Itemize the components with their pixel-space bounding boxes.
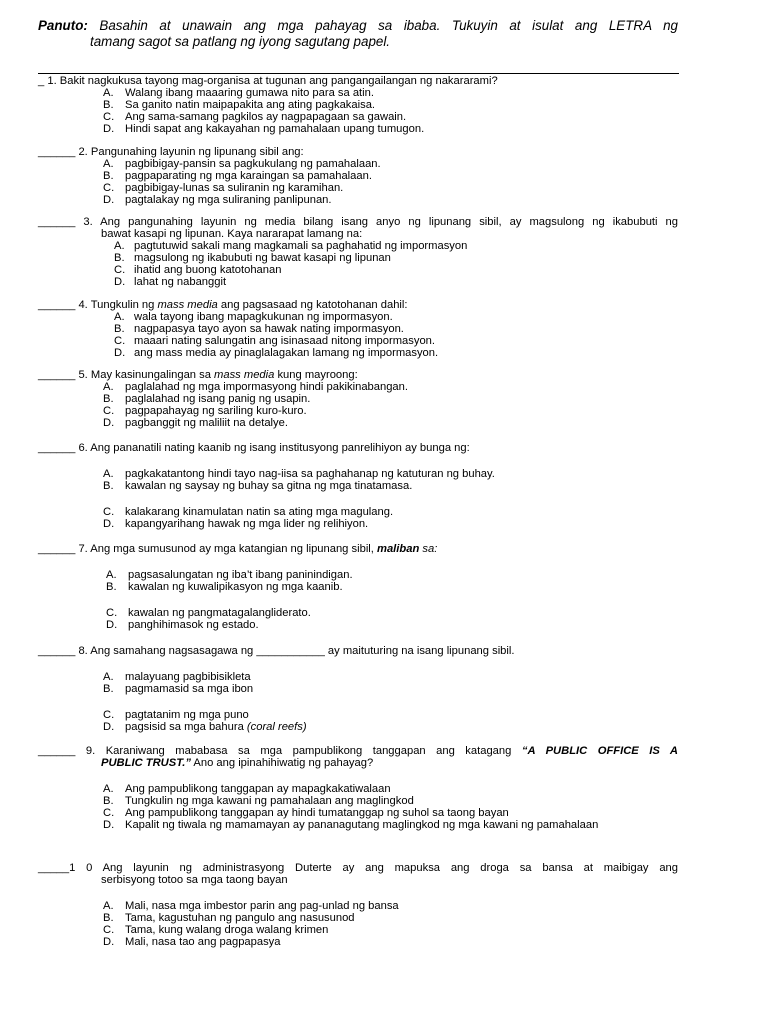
question-text-emphasis: sa:: [419, 543, 438, 555]
option-letter: D.: [103, 936, 115, 948]
option-a: [103, 468, 678, 480]
question-stem: [38, 862, 678, 874]
question-text: Bakit nagkukusa tayong mag-organisa at tugunan ang pangangailangan ng nakararami?: [59, 75, 498, 87]
question-text: Ang pangunahing layunin ng media bilang isang anyo ng lipunang sibil, ay magsulong ng ikabubuti ng: [100, 216, 679, 228]
question-text-bold: maliban: [377, 543, 420, 555]
spacer: [38, 657, 678, 671]
option-letter: D.: [114, 276, 126, 288]
option-letter: C.: [103, 924, 115, 936]
option-letter: D.: [103, 417, 115, 429]
question-quote-bold: “A PUBLIC OFFICE IS A: [521, 745, 678, 757]
option-c: [103, 111, 678, 123]
question-text-end: ang pagsasaad ng katotohanan dahil:: [217, 299, 408, 311]
option-letter: A.: [103, 381, 114, 393]
option-text: Sa ganito natin maipapakita ang ating pagkakaisa.: [125, 99, 376, 111]
option-d: [103, 123, 678, 135]
question-text: Ang layunin ng administrasyong Duterte ay ang mapuksa ang droga sa bansa at maibigay ang: [102, 862, 678, 874]
option-text: kawalan ng kuwalipikasyon ng mga kaanib.: [128, 581, 343, 593]
option-c: [103, 709, 678, 721]
option-letter: C.: [106, 607, 118, 619]
option-text: Walang ibang maaaring gumawa nito para sa atin.: [125, 87, 374, 99]
option-letter: A.: [103, 900, 114, 912]
option-letter: B.: [103, 99, 114, 111]
option-b: [106, 581, 678, 593]
option-letter: B.: [103, 393, 114, 405]
answer-blank: ______: [38, 369, 76, 381]
option-a: [114, 240, 678, 252]
answer-line-rule: [38, 73, 679, 74]
option-b: [114, 323, 678, 335]
option-letter: A.: [103, 158, 114, 170]
option-c: [103, 405, 678, 417]
answer-blank: ______: [38, 745, 76, 757]
option-c: [114, 264, 678, 276]
question-6: [38, 442, 678, 530]
question-10: [38, 862, 678, 948]
question-text: Karaniwang mababasa sa mga pampublikong tanggapan ang katagang: [105, 745, 522, 757]
question-text: Ang pananatili nating kaanib ng isang institusyong panrelihiyon ay bunga ng:: [90, 442, 470, 454]
option-d: [106, 619, 678, 631]
option-letter: C.: [103, 709, 115, 721]
option-text: pagpapahayag ng sariling kuro-kuro.: [125, 405, 307, 417]
option-b: [103, 683, 678, 695]
answer-blank: _: [38, 75, 48, 87]
question-stem: [38, 645, 678, 657]
option-text: pagtatanim ng mga puno: [125, 709, 249, 721]
question-stem-continuation: bawat kasapi ng lipunan. Kaya nararapat lamang na:: [101, 228, 363, 240]
option-d: [103, 518, 678, 530]
options-list: [103, 468, 678, 530]
spacer: [38, 886, 678, 900]
option-b: [103, 99, 678, 111]
answer-blank: ______: [38, 645, 76, 657]
question-number: 9.: [85, 745, 96, 757]
option-text: kalakarang kinamulatan natin sa ating mga magulang.: [125, 506, 394, 518]
option-text: Kapalit ng tiwala ng mamamayan ay pananagutang maglingkod ng mga kawani ng pamahalaan: [125, 819, 599, 831]
option-a: [114, 311, 678, 323]
instructions-text-1: Basahin at unawain ang mga pahayag sa ibaba. Tukuyin at isulat ang LETRA ng: [99, 18, 678, 33]
option-text: pagbibigay-lunas sa suliranin ng karamihan.: [125, 182, 344, 194]
option-letter: D.: [114, 347, 126, 359]
question-text: May kasinungalingan sa: [90, 369, 215, 381]
question-5: [38, 369, 678, 429]
option-text: paglalahad ng isang panig ng usapin.: [125, 393, 311, 405]
answer-blank: ______: [38, 216, 76, 228]
question-text-emphasis: mass media: [157, 299, 218, 311]
answer-blank: ______: [38, 442, 76, 454]
option-d: [114, 276, 678, 288]
option-letter: A.: [106, 569, 117, 581]
question-number: 8.: [78, 645, 88, 657]
spacer: [103, 695, 678, 709]
question-number: 2.: [78, 146, 88, 158]
options-list: [103, 900, 678, 948]
option-text: kawalan ng pangmatagalangliderato.: [128, 607, 311, 619]
option-text: maaari nating salungatin ang isinasaad nitong impormasyon.: [134, 335, 436, 347]
answer-blank: ______: [38, 299, 76, 311]
option-d: [103, 936, 678, 948]
option-c: [106, 607, 678, 619]
option-text: malayuang pagbibisikleta: [125, 671, 251, 683]
option-text: wala tayong ibang mapagkukunan ng impormasyon.: [134, 311, 393, 323]
option-b: [103, 480, 678, 492]
option-a: [103, 900, 678, 912]
option-text: ang mass media ay pinaglalagakan lamang ng impormasyon.: [134, 347, 439, 359]
question-1: [38, 75, 678, 135]
question-9: [38, 745, 678, 831]
question-2: [38, 146, 678, 206]
option-d: [103, 721, 678, 733]
option-letter: B.: [106, 581, 117, 593]
question-number: 7.: [78, 543, 88, 555]
option-c: [103, 807, 678, 819]
options-list: [114, 311, 678, 359]
option-text: kawalan ng saysay ng buhay sa gitna ng mga tinatamasa.: [125, 480, 413, 492]
question-text: Ang mga sumusunod ay mga katangian ng lipunang sibil,: [90, 543, 378, 555]
option-text: pagbanggit ng maliliit na detalye.: [125, 417, 288, 429]
spacer: [38, 555, 678, 569]
question-text-end: kung mayroong:: [274, 369, 358, 381]
option-text: Tama, kagustuhan ng pangulo ang nasusunod: [125, 912, 355, 924]
question-quote-bold-end: PUBLIC TRUST.”: [101, 757, 191, 769]
option-text: Tama, kung walang droga walang krimen: [125, 924, 329, 936]
question-stem: [38, 543, 678, 555]
question-number: 3.: [83, 216, 93, 228]
options-list: [103, 87, 678, 135]
option-text: pagtutuwid sakali mang magkamali sa paghahatid ng impormasyon: [134, 240, 468, 252]
question-text: Tungkulin ng: [90, 299, 158, 311]
option-c: [103, 924, 678, 936]
option-letter: B.: [103, 683, 114, 695]
question-number: 1 0: [69, 862, 93, 874]
option-d: [103, 819, 678, 831]
option-a: [103, 381, 678, 393]
option-c: [114, 335, 678, 347]
option-letter: D.: [106, 619, 118, 631]
option-letter: A.: [114, 311, 125, 323]
question-number: 1.: [47, 75, 57, 87]
question-3: [38, 216, 678, 288]
answer-blank: ______: [38, 146, 76, 158]
option-text: nagpapasya tayo ayon sa hawak nating impormasyon.: [134, 323, 404, 335]
question-4: [38, 299, 678, 359]
option-letter: B.: [114, 323, 125, 335]
option-a: [103, 671, 678, 683]
option-letter: D.: [103, 819, 115, 831]
question-7: [38, 543, 678, 631]
question-number: 5.: [78, 369, 88, 381]
question-number: 4.: [78, 299, 88, 311]
option-b: [103, 393, 678, 405]
question-stem: [38, 216, 678, 228]
option-text: Ang pampublikong tanggapan ay mapagkakatiwalaan: [125, 783, 391, 795]
option-b: [103, 795, 678, 807]
instructions-line-2: tamang sagot sa patlang ng iyong sagutang papel.: [90, 34, 391, 49]
question-stem: [38, 146, 678, 158]
option-d: [114, 347, 678, 359]
option-text: pagkakatantong hindi tayo nag-iisa sa paghahanap ng katuturan ng buhay.: [125, 468, 495, 480]
question-text-emphasis: mass media: [214, 369, 275, 381]
option-letter: A.: [103, 783, 114, 795]
options-list: [114, 240, 678, 288]
option-b: [103, 912, 678, 924]
option-a: [106, 569, 678, 581]
option-letter: B.: [114, 252, 125, 264]
option-d: [103, 417, 678, 429]
option-text: pagbibigay-pansin sa pagkukulang ng pamahalaan.: [125, 158, 381, 170]
option-text-emphasis: (coral reefs): [246, 721, 307, 733]
answer-blank: ______: [38, 543, 76, 555]
option-text: pagsisid sa mga bahura: [125, 721, 247, 733]
option-a: [103, 783, 678, 795]
option-letter: C.: [103, 405, 115, 417]
question-stem: [38, 745, 678, 757]
question-stem: [38, 369, 678, 381]
option-text: Ang pampublikong tanggapan ay hindi tumatanggap ng suhol sa taong bayan: [125, 807, 509, 819]
option-letter: C.: [103, 506, 115, 518]
instructions-line-1: [38, 18, 678, 34]
option-a: [103, 87, 678, 99]
option-letter: D.: [103, 721, 115, 733]
question-text: Ang samahang nagsasagawa ng ___________ ay maituturing na isang lipunang sibil.: [90, 645, 515, 657]
option-a: [103, 158, 678, 170]
options-list: [103, 381, 678, 429]
option-letter: B.: [103, 170, 114, 182]
question-stem-continuation: [38, 757, 678, 769]
question-number: 6.: [78, 442, 88, 454]
option-c: [103, 182, 678, 194]
question-stem: [38, 75, 678, 87]
option-letter: B.: [103, 480, 114, 492]
option-text: paglalahad ng mga impormasyong hindi pakikinabangan.: [125, 381, 408, 393]
option-text: lahat ng nabanggit: [134, 276, 227, 288]
option-text: pagtalakay ng mga suliraning panlipunan.: [125, 194, 332, 206]
option-c: [103, 506, 678, 518]
spacer: [103, 492, 678, 506]
option-letter: B.: [103, 912, 114, 924]
option-text: magsulong ng ikabubuti ng bawat kasapi ng lipunan: [134, 252, 391, 264]
option-d: [103, 194, 678, 206]
option-text: kapangyarihang hawak ng mga lider ng relihiyon.: [125, 518, 369, 530]
option-b: [114, 252, 678, 264]
spacer: [106, 593, 678, 607]
option-b: [103, 170, 678, 182]
option-letter: C.: [103, 111, 115, 123]
instructions-label: Panuto:: [38, 18, 88, 33]
option-letter: C.: [114, 335, 126, 347]
question-8: [38, 645, 678, 733]
answer-blank: _____: [38, 862, 70, 874]
option-letter: D.: [103, 518, 115, 530]
option-letter: B.: [103, 795, 114, 807]
options-list: [103, 158, 678, 206]
option-text: pagsasalungatan ng iba’t ibang paninindigan.: [128, 569, 353, 581]
option-letter: A.: [103, 87, 114, 99]
question-stem: [38, 442, 678, 454]
instructions: [38, 18, 678, 50]
option-text: panghihimasok ng estado.: [128, 619, 259, 631]
option-text: pagmamasid sa mga ibon: [125, 683, 254, 695]
options-list: [103, 671, 678, 733]
option-letter: A.: [103, 468, 114, 480]
option-text: Tungkulin ng mga kawani ng pamahalaan ang maglingkod: [125, 795, 414, 807]
question-stem: [38, 299, 678, 311]
option-text: Mali, nasa tao ang pagpapasya: [125, 936, 281, 948]
question-text-end: Ano ang ipinahihiwatig ng pahayag?: [190, 757, 374, 769]
option-letter: C.: [114, 264, 126, 276]
option-text: Mali, nasa mga imbestor parin ang pag-unlad ng bansa: [125, 900, 399, 912]
option-letter: D.: [103, 194, 115, 206]
spacer: [38, 769, 678, 783]
option-letter: C.: [103, 182, 115, 194]
option-text: pagpaparating ng mga karaingan sa pamahalaan.: [125, 170, 372, 182]
options-list: [103, 783, 678, 831]
option-text: Ang sama-samang pagkilos ay nagpapagaan sa gawain.: [125, 111, 407, 123]
option-letter: D.: [103, 123, 115, 135]
option-letter: A.: [114, 240, 125, 252]
option-letter: A.: [103, 671, 114, 683]
options-list: [106, 569, 678, 631]
spacer: [38, 454, 678, 468]
question-stem-continuation: serbisyong totoo sa mga taong bayan: [101, 874, 288, 886]
question-text: Pangunahing layunin ng lipunang sibil ang:: [90, 146, 304, 158]
option-text: Hindi sapat ang kakayahan ng pamahalaan upang tumugon.: [125, 123, 425, 135]
option-text: ihatid ang buong katotohanan: [134, 264, 282, 276]
option-letter: C.: [103, 807, 115, 819]
